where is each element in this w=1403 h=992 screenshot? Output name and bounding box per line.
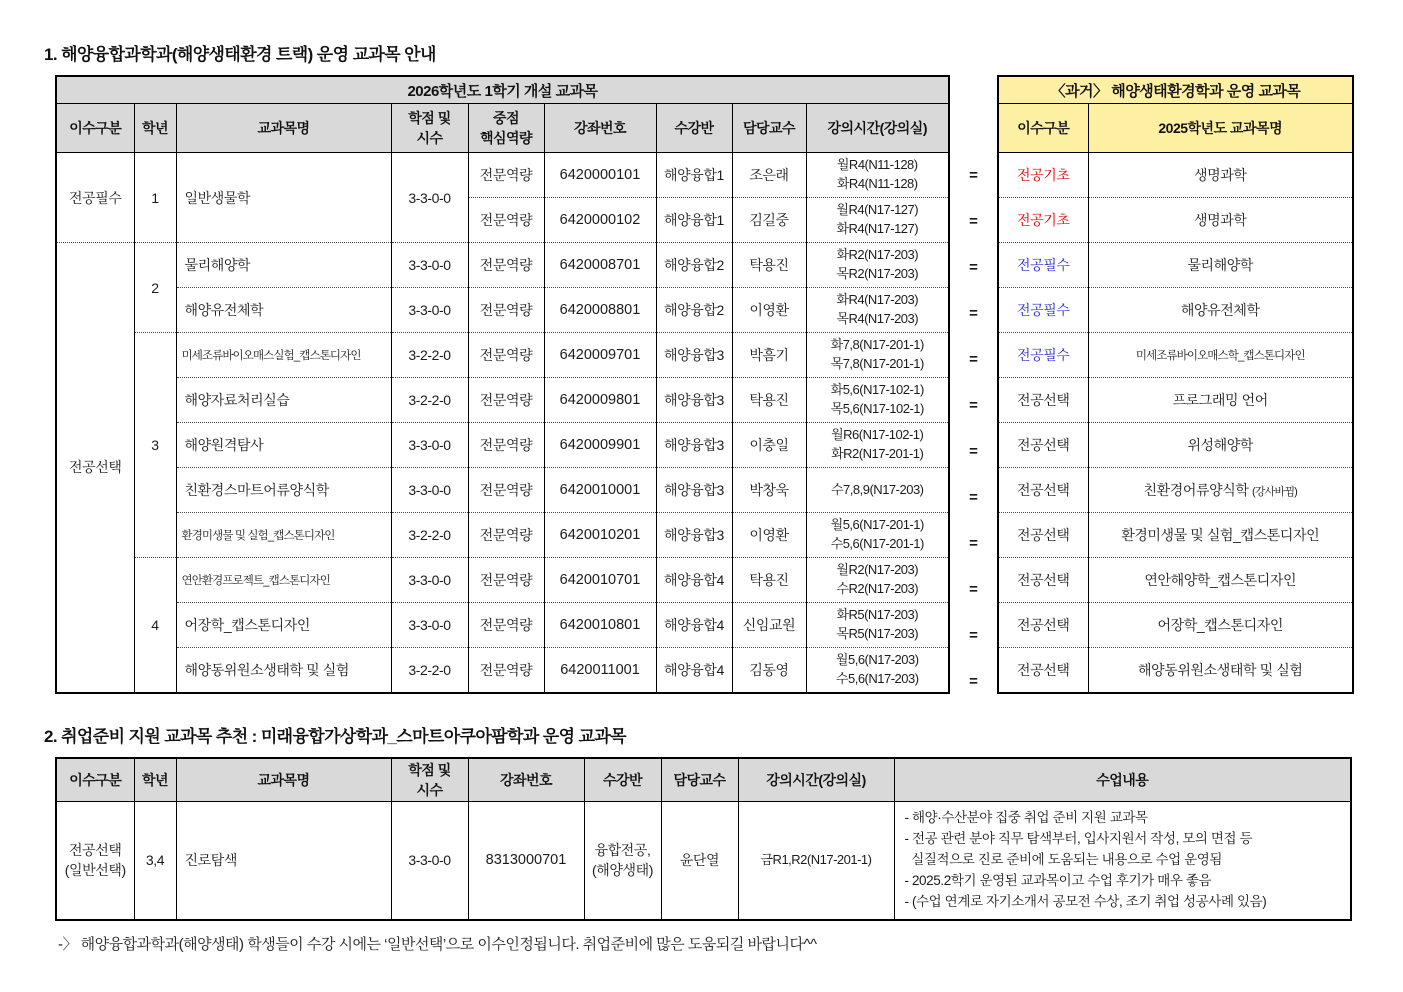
time-cell: 월R4(N11-128) 화R4(N11-128)	[806, 153, 949, 198]
competency-cell: 전문역량	[468, 243, 544, 288]
spacer	[951, 104, 996, 153]
credits-cell: 3-3-0-0	[391, 603, 468, 648]
professor-cell: 이영환	[732, 288, 806, 333]
past-table-title: 〈과거〉 해양생태환경학과 운영 교과목	[998, 76, 1353, 104]
code-cell: 6420009801	[544, 378, 656, 423]
class-cell: 해양융합3	[656, 378, 732, 423]
col-header-professor: 담당교수	[661, 758, 738, 802]
equals-sign: =	[969, 489, 978, 506]
past-category-cell: 전공필수	[998, 288, 1088, 333]
past-course-cell: 위성해양학	[1088, 423, 1353, 468]
grade-cell: 3	[134, 333, 176, 558]
equals-sign: =	[969, 627, 978, 644]
table-row	[56, 802, 1351, 920]
past-category-cell: 전공필수	[998, 333, 1088, 378]
column-header-row	[56, 104, 949, 153]
professor-cell: 윤단열	[661, 802, 738, 920]
table-row	[951, 291, 996, 337]
class-cell: 해양융합1	[656, 153, 732, 198]
code-cell: 6420010001	[544, 468, 656, 513]
past-category-cell: 전공기초	[998, 198, 1088, 243]
table-row	[998, 603, 1353, 648]
competency-cell: 전문역량	[468, 423, 544, 468]
past-category-cell: 전공선택	[998, 648, 1088, 693]
col-header-code: 강좌번호	[468, 758, 584, 802]
section1-title: 1. 해양융합과학과(해양생태환경 트랙) 운영 교과목 안내	[44, 45, 436, 64]
credits-cell: 3-3-0-0	[391, 802, 468, 920]
course-cell: 연안환경프로젝트_캡스톤디자인	[176, 558, 391, 603]
class-cell: 해양융합4	[656, 558, 732, 603]
equals-sign: =	[969, 167, 978, 184]
col-header-course: 교과목명	[176, 104, 391, 153]
professor-cell: 김길중	[732, 198, 806, 243]
past-category-cell: 전공기초	[998, 153, 1088, 198]
course-cell: 일반생물학	[176, 153, 391, 243]
code-cell: 6420010701	[544, 558, 656, 603]
table-row	[951, 613, 996, 659]
credits-cell: 3-3-0-0	[391, 468, 468, 513]
past-course-cell: 생명과학	[1088, 153, 1353, 198]
table-row	[56, 243, 949, 288]
competency-cell: 전문역량	[468, 153, 544, 198]
past-course-cell: 해양동위원소생태학 및 실험	[1088, 648, 1353, 693]
past-course-cell: 어장학_캡스톤디자인	[1088, 603, 1353, 648]
past-course-cell	[1088, 468, 1353, 513]
table-row	[951, 153, 996, 199]
code-cell: 6420009901	[544, 423, 656, 468]
professor-cell: 신임교원	[732, 603, 806, 648]
past-course-cell: 연안해양학_캡스톤디자인	[1088, 558, 1353, 603]
professor-cell: 박흠기	[732, 333, 806, 378]
code-cell: 6420010801	[544, 603, 656, 648]
col-header-credits: 학점 및 시수	[391, 758, 468, 802]
table-row	[998, 198, 1353, 243]
table-row	[56, 468, 949, 513]
time-cell: 월5,6(N17-201-1) 수5,6(N17-201-1)	[806, 513, 949, 558]
table-row	[951, 567, 996, 613]
col-header-category: 이수구분	[56, 104, 134, 153]
course-cell: 친환경스마트어류양식학	[176, 468, 391, 513]
table-row	[998, 153, 1353, 198]
time-cell: 화5,6(N17-102-1) 목5,6(N17-102-1)	[806, 378, 949, 423]
col-header-credits: 학점 및 시수	[391, 104, 468, 153]
time-cell: 월R4(N17-127) 화R4(N17-127)	[806, 198, 949, 243]
code-cell: 6420008701	[544, 243, 656, 288]
equals-sign: =	[969, 673, 978, 690]
category-cell: 전공선택	[56, 243, 134, 693]
past-category-cell: 전공선택	[998, 603, 1088, 648]
section1-tables	[55, 75, 1363, 706]
competency-cell: 전문역량	[468, 468, 544, 513]
table-row	[56, 153, 949, 198]
table-row	[56, 648, 949, 693]
table-row	[998, 513, 1353, 558]
table-row	[56, 603, 949, 648]
professor-cell: 탁용진	[732, 558, 806, 603]
table-row	[998, 378, 1353, 423]
past-course-cell: 물리해양학	[1088, 243, 1353, 288]
col-header-time: 강의시간(강의실)	[738, 758, 894, 802]
table-row	[998, 243, 1353, 288]
professor-cell: 탁용진	[732, 243, 806, 288]
class-cell: 해양융합2	[656, 243, 732, 288]
col-header-course-2025: 2025학년도 교과목명	[1088, 104, 1353, 153]
equals-sign: =	[969, 443, 978, 460]
credits-cell: 3-2-2-0	[391, 648, 468, 693]
time-cell: 화R5(N17-203) 목R5(N17-203)	[806, 603, 949, 648]
class-cell: 해양융합3	[656, 333, 732, 378]
past-category-cell: 전공필수	[998, 243, 1088, 288]
table-row	[998, 648, 1353, 693]
competency-cell: 전문역량	[468, 513, 544, 558]
professor-cell: 탁용진	[732, 378, 806, 423]
spacer	[951, 76, 996, 104]
course-cell: 해양자료처리실습	[176, 378, 391, 423]
time-cell: 화R4(N17-203) 목R4(N17-203)	[806, 288, 949, 333]
past-course-name: 친환경어류양식학	[1143, 482, 1249, 498]
class-cell: 해양융합2	[656, 288, 732, 333]
col-header-time: 강의시간(강의실)	[806, 104, 949, 153]
past-course-cell: 해양유전체학	[1088, 288, 1353, 333]
category-cell: 전공선택 (일반선택)	[56, 802, 134, 920]
footnote: -〉 해양융합과학과(해양생태) 학생들이 수강 시에는 ‘일반선택’으로 이수인정됩니다. 취업준비에 많은 도움되길 바랍니다^^	[58, 935, 817, 953]
credits-cell: 3-3-0-0	[391, 288, 468, 333]
col-header-code: 강좌번호	[544, 104, 656, 153]
equals-sign: =	[969, 305, 978, 322]
equals-sign: =	[969, 259, 978, 276]
grade-cell: 3,4	[134, 802, 176, 920]
competency-cell: 전문역량	[468, 558, 544, 603]
table-row	[951, 199, 996, 245]
course-content-cell: - 해양·수산분야 집중 취업 준비 지원 교과목 - 전공 관련 분야 직무 탐색부터, 입사지원서 작성, 모의 면접 등 실질적으로 진로 준비에 도움되는 내용으로 수업 운영됨 - 2025.2학기 운영된 교과목이고 수업 후기가 매우 좋음 - (수업 연계로 자기소개서 공모전 수상, 조기 취업 성공사례 있음)	[894, 802, 1351, 920]
course-cell: 해양원격탐사	[176, 423, 391, 468]
table-row	[56, 333, 949, 378]
past-course-cell: 미세조류바이오매스학_캡스톤디자인	[1088, 333, 1353, 378]
code-cell: 6420010201	[544, 513, 656, 558]
past-category-cell: 전공선택	[998, 378, 1088, 423]
grade-cell: 2	[134, 243, 176, 333]
table-row	[56, 513, 949, 558]
table-row	[56, 423, 949, 468]
course-cell: 물리해양학	[176, 243, 391, 288]
equivalence-column	[950, 75, 997, 706]
equals-sign: =	[969, 213, 978, 230]
col-header-content: 수업내용	[894, 758, 1351, 802]
table-row	[56, 288, 949, 333]
table-title-row	[56, 76, 949, 104]
credits-cell: 3-3-0-0	[391, 423, 468, 468]
professor-cell: 김동영	[732, 648, 806, 693]
table-row	[951, 475, 996, 521]
course-cell: 환경미생물 및 실험_캡스톤디자인	[176, 513, 391, 558]
past-category-cell: 전공선택	[998, 468, 1088, 513]
career-support-table	[55, 757, 1352, 921]
table-row	[951, 383, 996, 429]
competency-cell: 전문역량	[468, 198, 544, 243]
competency-cell: 전문역량	[468, 378, 544, 423]
credits-cell: 3-2-2-0	[391, 513, 468, 558]
competency-cell: 전문역량	[468, 648, 544, 693]
past-course-cell: 프로그래밍 언어	[1088, 378, 1353, 423]
professor-cell: 이충일	[732, 423, 806, 468]
course-cell: 진로탐색	[176, 802, 391, 920]
table-row	[951, 245, 996, 291]
table-row	[998, 288, 1353, 333]
table-row	[56, 378, 949, 423]
equals-sign: =	[969, 581, 978, 598]
credits-cell: 3-3-0-0	[391, 558, 468, 603]
course-cell: 미세조류바이오매스실험_캡스톤디자인	[176, 333, 391, 378]
competency-cell: 전문역량	[468, 603, 544, 648]
time-cell: 월R6(N17-102-1) 화R2(N17-201-1)	[806, 423, 949, 468]
class-cell: 해양융합4	[656, 603, 732, 648]
table-row	[56, 558, 949, 603]
table-row	[998, 333, 1353, 378]
code-cell: 6420000101	[544, 153, 656, 198]
code-cell: 8313000701	[468, 802, 584, 920]
section2-title: 2. 취업준비 지원 교과목 추천 : 미래융합가상학과_스마트아쿠아팜학과 운영 교과목	[44, 727, 627, 746]
time-cell: 월5,6(N17-203) 수5,6(N17-203)	[806, 648, 949, 693]
col-header-professor: 담당교수	[732, 104, 806, 153]
past-course-cell: 생명과학	[1088, 198, 1353, 243]
col-header-category: 이수구분	[56, 758, 134, 802]
code-cell: 6420009701	[544, 333, 656, 378]
course-cell: 해양동위원소생태학 및 실험	[176, 648, 391, 693]
code-cell: 6420008801	[544, 288, 656, 333]
credits-cell: 3-2-2-0	[391, 378, 468, 423]
column-header-row	[56, 758, 1351, 802]
time-cell: 화7,8(N17-201-1) 목7,8(N17-201-1)	[806, 333, 949, 378]
equals-sign: =	[969, 397, 978, 414]
class-cell: 융합전공, (해양생태)	[584, 802, 661, 920]
equals-sign: =	[969, 351, 978, 368]
class-cell: 해양융합3	[656, 513, 732, 558]
code-cell: 6420011001	[544, 648, 656, 693]
table-row	[998, 558, 1353, 603]
equals-sign: =	[969, 535, 978, 552]
course-cell: 어장학_캡스톤디자인	[176, 603, 391, 648]
credits-cell: 3-3-0-0	[391, 153, 468, 243]
table-row	[998, 423, 1353, 468]
grade-cell: 4	[134, 558, 176, 693]
time-cell: 수7,8,9(N17-203)	[806, 468, 949, 513]
past-category-cell: 전공선택	[998, 513, 1088, 558]
credits-cell: 3-2-2-0	[391, 333, 468, 378]
col-header-grade: 학년	[134, 758, 176, 802]
main-table-title: 2026학년도 1학기 개설 교과목	[56, 76, 949, 104]
competency-cell: 전문역량	[468, 288, 544, 333]
main-course-table	[55, 75, 950, 694]
table-row	[951, 521, 996, 567]
col-header-course: 교과목명	[176, 758, 391, 802]
past-course-note: (강사바뀜)	[1251, 486, 1298, 498]
col-header-class: 수강반	[656, 104, 732, 153]
table-row	[951, 659, 996, 706]
past-course-cell: 환경미생물 및 실험_캡스톤디자인	[1088, 513, 1353, 558]
class-cell: 해양융합4	[656, 648, 732, 693]
class-cell: 해양융합1	[656, 198, 732, 243]
col-header-category: 이수구분	[998, 104, 1088, 153]
col-header-class: 수강반	[584, 758, 661, 802]
past-course-table	[997, 75, 1354, 694]
table-row	[951, 429, 996, 475]
past-category-cell: 전공선택	[998, 423, 1088, 468]
grade-cell: 1	[134, 153, 176, 243]
table-row	[998, 468, 1353, 513]
class-cell: 해양융합3	[656, 423, 732, 468]
competency-cell: 전문역량	[468, 333, 544, 378]
column-header-row	[998, 104, 1353, 153]
class-cell: 해양융합3	[656, 468, 732, 513]
category-cell: 전공필수	[56, 153, 134, 243]
professor-cell: 박창욱	[732, 468, 806, 513]
credits-cell: 3-3-0-0	[391, 243, 468, 288]
professor-cell: 조은래	[732, 153, 806, 198]
time-cell: 금R1,R2(N17-201-1)	[738, 802, 894, 920]
code-cell: 6420000102	[544, 198, 656, 243]
col-header-grade: 학년	[134, 104, 176, 153]
professor-cell: 이영환	[732, 513, 806, 558]
past-category-cell: 전공선택	[998, 558, 1088, 603]
col-header-competency: 중점 핵심역량	[468, 104, 544, 153]
table-row	[951, 337, 996, 383]
time-cell: 화R2(N17-203) 목R2(N17-203)	[806, 243, 949, 288]
course-cell: 해양유전체학	[176, 288, 391, 333]
time-cell: 월R2(N17-203) 수R2(N17-203)	[806, 558, 949, 603]
table-title-row	[998, 76, 1353, 104]
